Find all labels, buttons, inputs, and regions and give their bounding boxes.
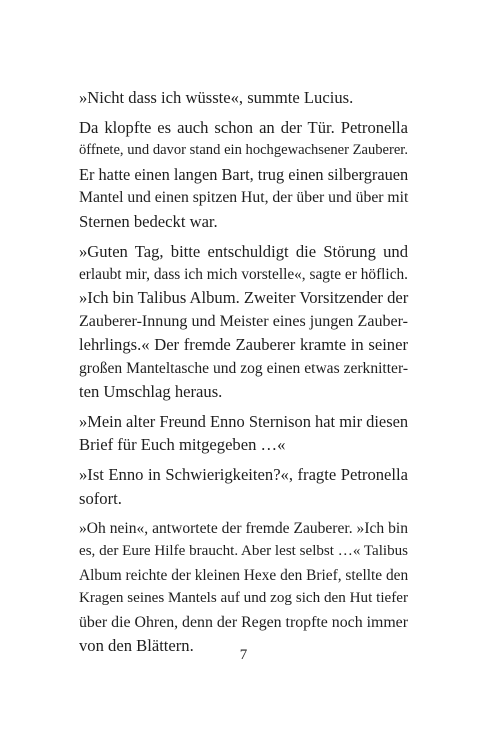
text-line: »Ist Enno in Schwierigkeiten?«, fragte Petronella	[79, 465, 408, 485]
page-number: 7	[239, 647, 248, 663]
text-line: »Nicht dass ich wüsste«, summte Lucius.	[79, 88, 354, 107]
paragraph-3	[79, 240, 408, 404]
text-line: Kragen seines Mantels auf und zog sich den Hut tiefer	[79, 590, 408, 607]
text-line: Er hatte einen langen Bart, trug einen silbergrauen	[79, 164, 409, 184]
text-line: Da klopfte es auch schon an der Tür. Petronella	[79, 118, 408, 137]
text-line: sofort.	[79, 488, 122, 508]
text-line: Mantel und einen spitzen Hut, der über und über mit	[79, 189, 409, 207]
text-line: es, der Eure Hilfe braucht. Aber lest selbst …« Talibus	[79, 543, 409, 560]
paragraph-1	[79, 86, 408, 109]
text-line: Zauberer-Innung und Meister eines jungen Zauber-	[79, 312, 408, 330]
text-line: öffnete, und davor stand ein hochgewachsener Zauberer.	[79, 142, 408, 159]
text-line: »Mein alter Freund Enno Sternison hat mir diesen	[79, 412, 409, 432]
text-line: großen Manteltasche und zog einen etwas zerknitter-	[79, 359, 408, 377]
paragraph-2	[79, 116, 408, 233]
text-line: Sternen bedeckt war.	[79, 211, 218, 231]
body-text	[79, 86, 408, 664]
text-line: ten Umschlag heraus.	[79, 382, 223, 402]
text-line: über die Ohren, denn der Regen tropfte noch immer	[79, 613, 408, 631]
text-line: Brief für Euch mitgegeben …«	[79, 435, 286, 455]
paragraph-5	[79, 463, 408, 510]
text-line: Album reichte der kleinen Hexe den Brief, stellte den	[79, 566, 409, 584]
text-line: erlaubt mir, dass ich mich vorstelle«, sagte er höflich.	[79, 266, 408, 284]
text-line: von den Blättern.	[79, 635, 194, 655]
text-line: lehrlings.« Der fremde Zauberer kramte in seiner	[79, 335, 408, 355]
text-line: »Guten Tag, bitte entschuldigt die Störung und	[79, 241, 408, 261]
text-line: »Ich bin Talibus Album. Zweiter Vorsitzender der	[79, 288, 409, 308]
text-line: »Oh nein«, antwortete der fremde Zauberer. »Ich bin	[79, 519, 408, 537]
paragraph-4	[79, 410, 408, 457]
paragraph-6	[79, 517, 408, 657]
